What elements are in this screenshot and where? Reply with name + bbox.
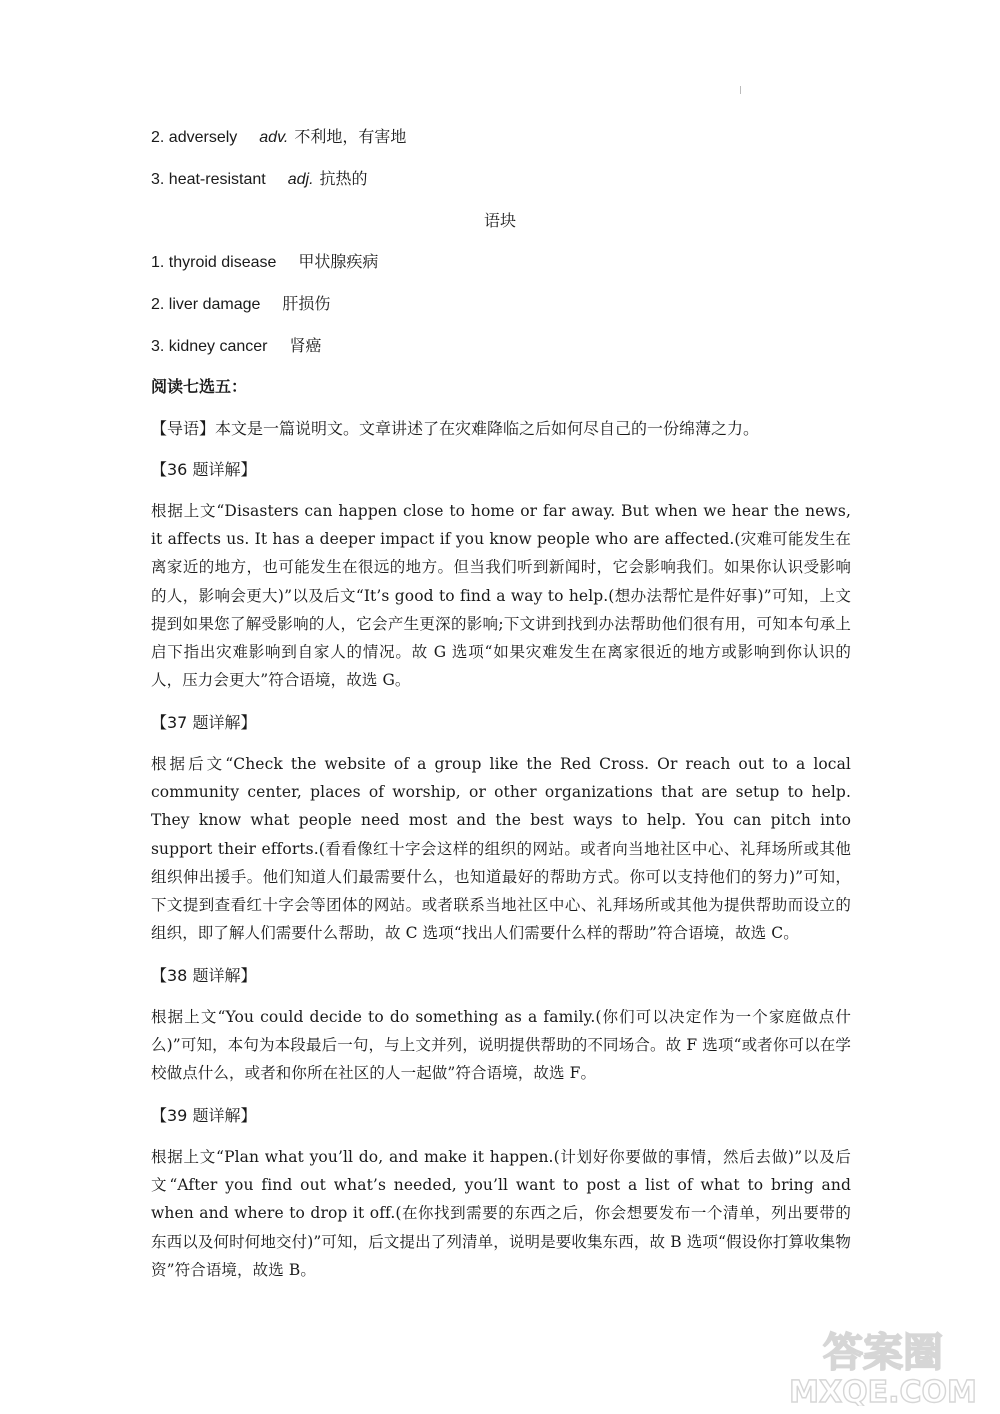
question-explanation: 根据上文“Disasters can happen close to home or far away. But when we hear the news, it affects us. It has a deeper impact if you know people who are affected.(灾难可能发生在离家近的地方，也可能发生在很远的地方。但当我们听到新闻时，它会影响我们。如果你认识受影响的人，影响会更大)”以及后文“It’s good to find a way to help.(想办法帮忙是件好事)”可知，上文提到如果您了解受影响的人，它会产生更深的影响;下文讲到找到办法帮助他们很有用，可知本句承上启下指出灾难影响到自家人的情况。故 G 选项“如果灾难发生在离家很近的地方或影响到你认识的人，压力会更大”符合语境，故选 G。 (151, 502, 851, 690)
phrase-term: 2. liver damage (151, 296, 261, 313)
question-heading: 【37 题详解】 (151, 713, 257, 732)
phrase-meaning: 肝损伤 (282, 294, 331, 313)
phrase-item (151, 336, 322, 357)
question-explanation: 根据后文“Check the website of a group like the Red Cross. Or reach out to a local community center, places of worship, or other organizations that are setup to help. They know what people need most and the best ways to help. You can pitch into support their efforts.(看看像红十字会这样的组织的网站。或者向当地社区中心、礼拜场所或其他组织伸出援手。他们知道人们最需要什么，也知道最好的帮助方式。你可以支持他们的努力)”可知，下文提到查看红十字会等团体的网站。或者联系当地社区中心、礼拜场所或其他为提供帮助而设立的组织，即了解人们需要什么帮助，故 C 选项“找出人们需要什么样的帮助”符合语境，故选 C。 (151, 755, 851, 943)
vocab-word: 2. adversely (151, 129, 238, 146)
question-explanation: 根据上文“You could decide to do something as a family.(你们可以决定作为一个家庭做点什么)”可知，本句为本段最后一句，与上文并列，说明提供帮助的不同场合。故 F 选项“或者你可以在学校做点什么，或者和你所在社区的人一起做”符合语境，故选 F。 (151, 1008, 851, 1083)
phrase-meaning: 肾癌 (289, 336, 322, 355)
vocab-item (151, 127, 406, 148)
vocab-meaning: 抗热的 (319, 169, 368, 188)
phrase-item (151, 294, 330, 315)
vocab-meaning: 不利地，有害地 (294, 127, 407, 146)
phrase-heading: 语块 (483, 211, 516, 230)
watermark-url-text: MXQE.COM (789, 1375, 977, 1406)
section-title: 阅读七选五： (151, 377, 248, 396)
phrase-term: 3. kidney cancer (151, 338, 268, 355)
phrase-meaning: 甲状腺疾病 (298, 252, 379, 271)
intro-text: 【导语】本文是一篇说明文。文章讲述了在灾难降临之后如何尽自己的一份绵薄之力。 (151, 419, 760, 438)
page-mark (740, 86, 741, 94)
phrase-item (151, 252, 378, 273)
question-heading: 【36 题详解】 (151, 460, 257, 479)
question-heading: 【39 题详解】 (151, 1106, 257, 1125)
vocab-pos: adv. (259, 129, 289, 146)
watermark-logo (788, 1318, 978, 1406)
question-explanation: 根据上文“Plan what you’ll do, and make it happen.(计划好你要做的事情，然后去做)”以及后文“After you find out what’s needed, you’ll want to post a list of what to bring and when and where to drop it off.(在你找到需要的东西之后，你会想要发布一个清单，列出要带的东西以及何时何地交付)”可知，后文提出了列清单，说明是要收集东西，故 B 选项“假设你打算收集物资”符合语境，故选 B。 (151, 1148, 851, 1279)
watermark-logo-text: 答案圈 (823, 1330, 943, 1376)
vocab-pos: adj. (287, 171, 314, 188)
vocab-word: 3. heat-resistant (151, 171, 266, 188)
vocab-item (151, 169, 368, 190)
question-heading: 【38 题详解】 (151, 966, 257, 985)
phrase-term: 1. thyroid disease (151, 254, 277, 271)
